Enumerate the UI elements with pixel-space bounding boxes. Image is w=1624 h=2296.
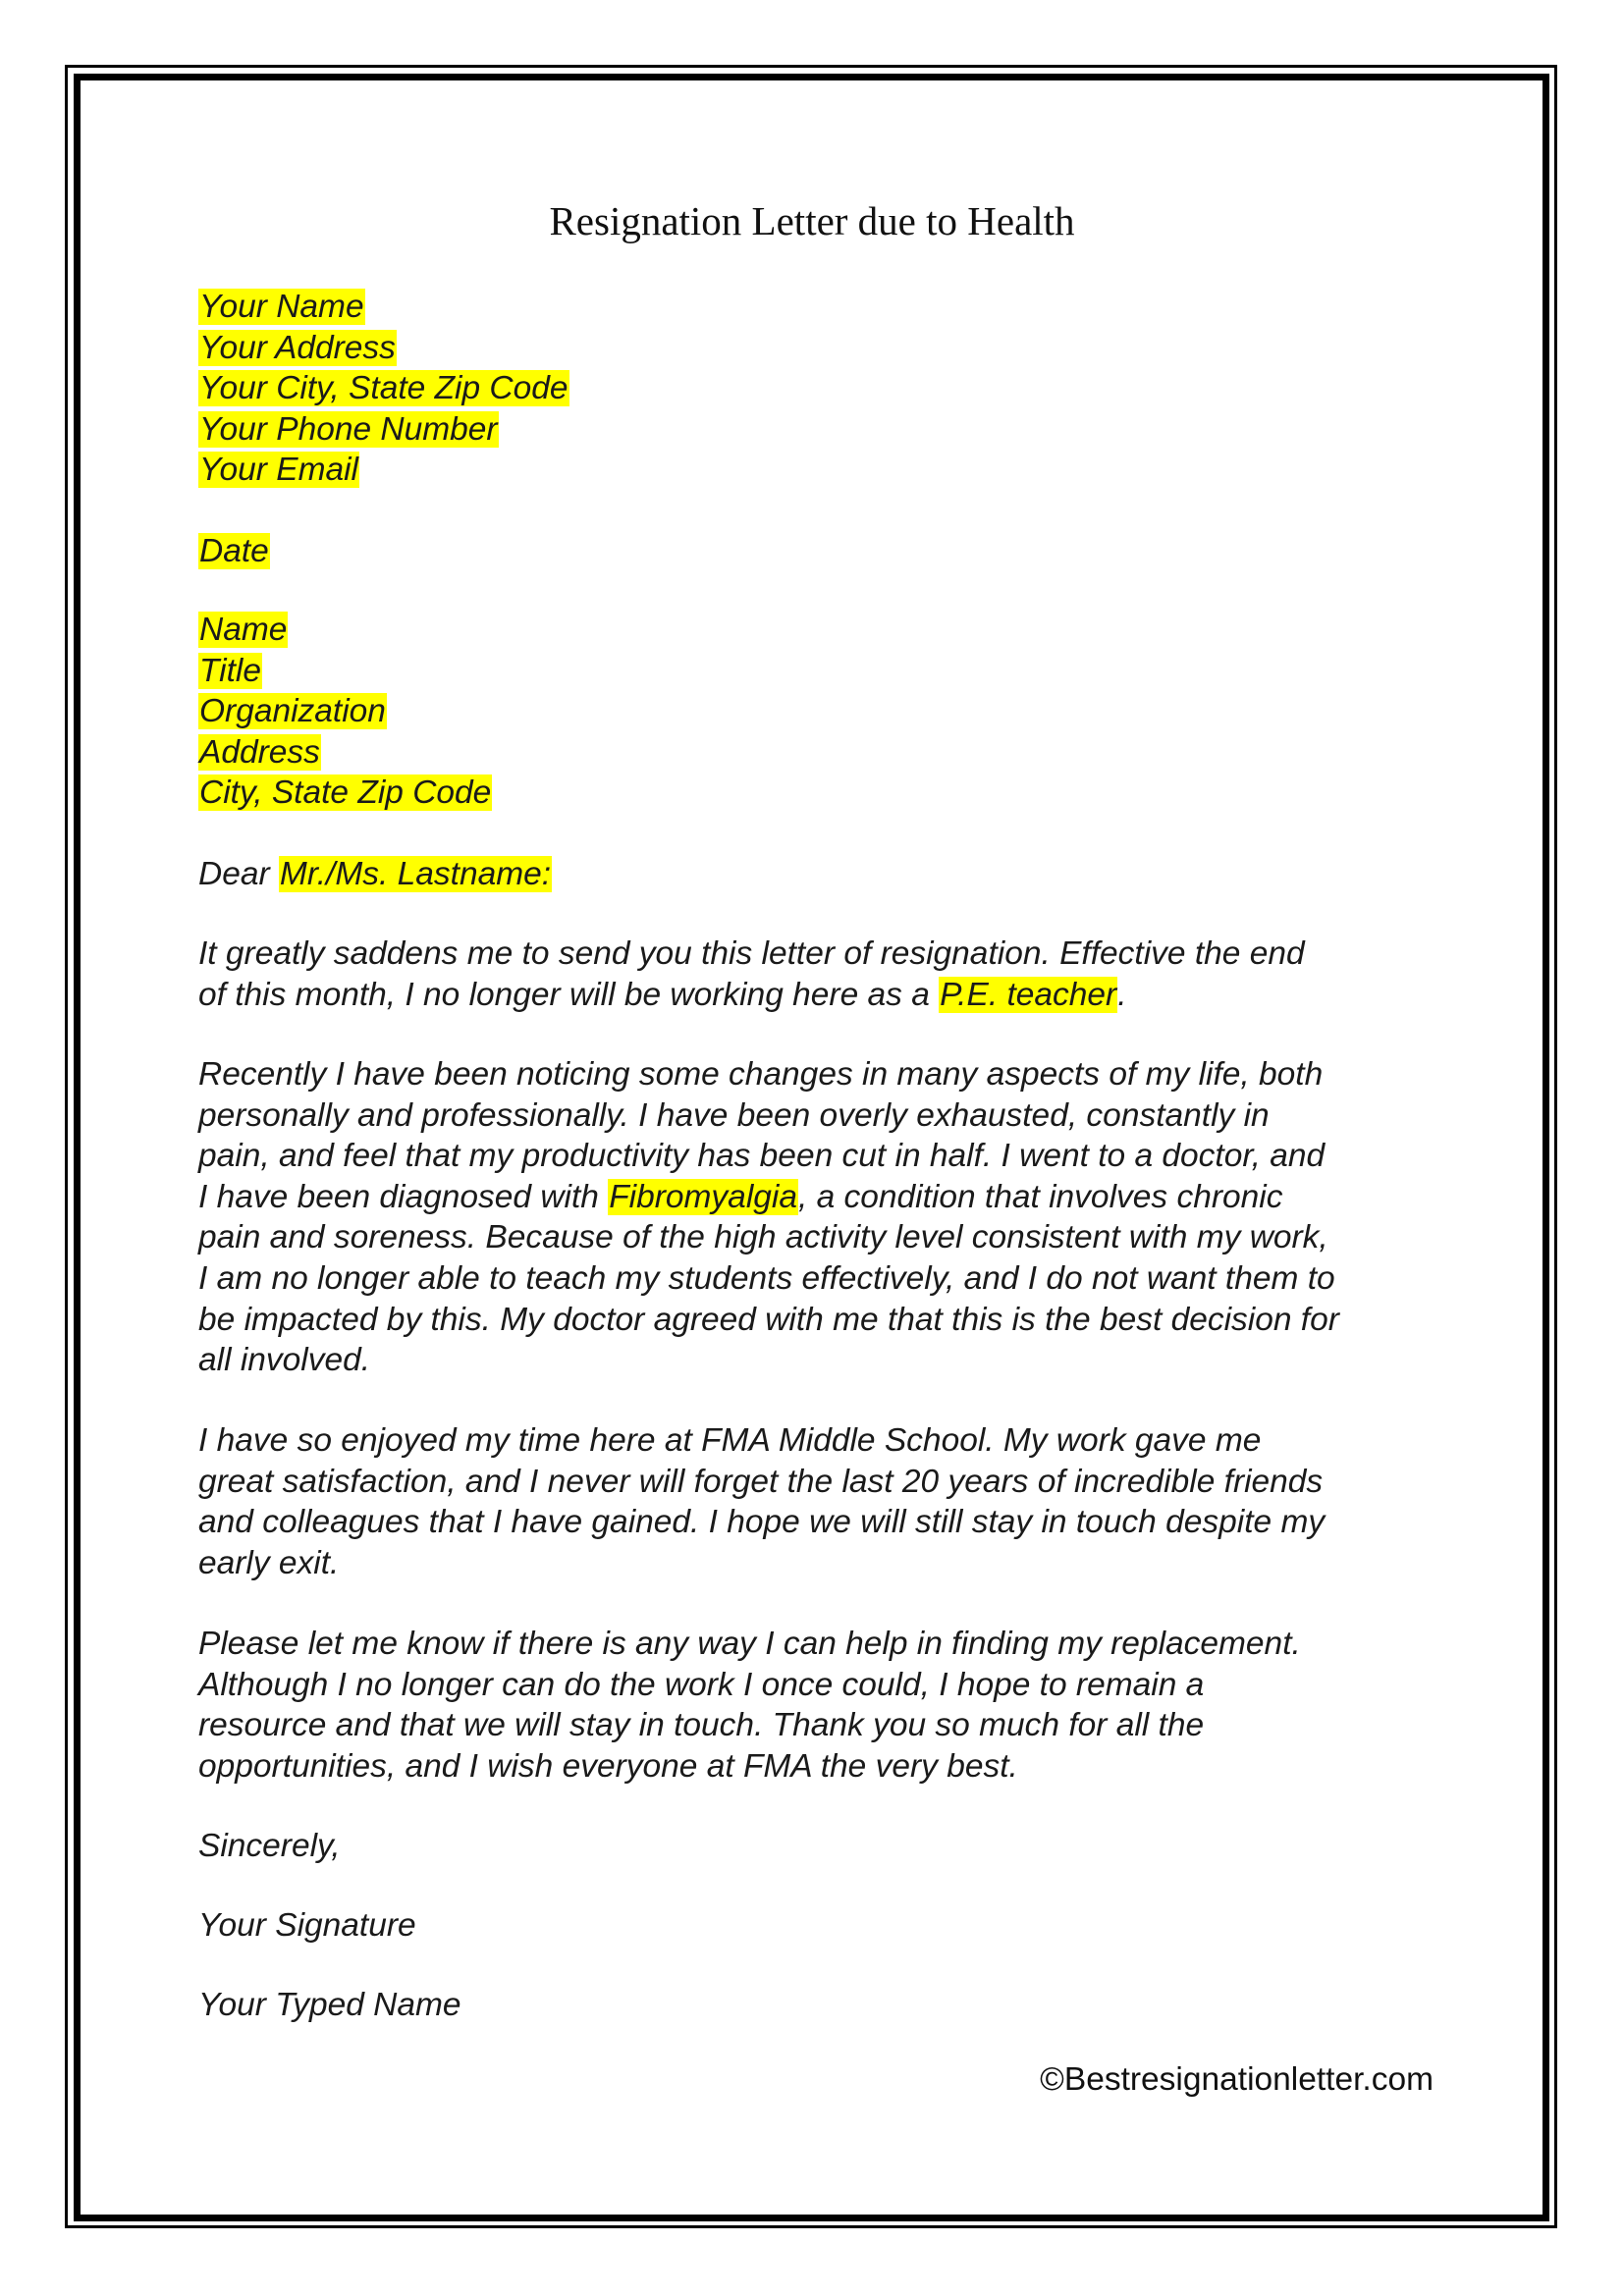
position-highlight: P.E. teacher: [940, 976, 1117, 1013]
salutation-addressee: Mr./Ms. Lastname:: [279, 856, 552, 892]
paragraph-line: be impacted by this. My doctor agreed with me that this is the best decision for: [198, 1301, 1339, 1338]
sender-email: Your Email: [199, 452, 358, 489]
paragraph-line: early exit.: [198, 1544, 340, 1581]
recipient-organization: Organization: [199, 693, 386, 730]
paragraph-line: pain, and feel that my productivity has been cut in half. I went to a doctor, and: [198, 1138, 1326, 1175]
typed-name-text: Your Typed Name: [198, 1987, 461, 2023]
date-block: [198, 531, 1445, 572]
paragraph-line: all involved.: [198, 1342, 371, 1379]
paragraph-line: [198, 1177, 1445, 1218]
sender-name: Your Name: [199, 289, 364, 325]
paragraph-line: I am no longer able to teach my students effectively, and I do not want them to: [198, 1259, 1335, 1297]
paragraph-line: resource and that we will stay in touch. Thank you so much for all the: [198, 1707, 1205, 1744]
paragraph-line: Recently I have been noticing some changes in many aspects of my life, both: [198, 1056, 1324, 1093]
document-title: Resignation Letter due to Health: [549, 198, 1075, 243]
paragraph-line: pain and soreness. Because of the high activity level consistent with my work,: [198, 1219, 1328, 1256]
recipient-address: Address: [199, 733, 320, 771]
text-run: I have been diagnosed with: [198, 1178, 609, 1215]
paragraph-line: and colleagues that I have gained. I hope we will still stay in touch despite my: [198, 1504, 1326, 1541]
paragraph-2: [198, 1054, 1445, 1381]
date-field: Date: [199, 533, 269, 569]
paragraph-3: [198, 1420, 1445, 1583]
copyright-notice: ©Bestresignationletter.com: [1040, 2061, 1434, 2098]
recipient-city-state-zip: City, State Zip Code: [199, 774, 492, 812]
signature-block: [198, 1905, 1445, 1947]
recipient-block: [198, 610, 1445, 814]
paragraph-line: Although I no longer can do the work I once could, I hope to remain a: [198, 1666, 1205, 1703]
signature-text: Your Signature: [198, 1907, 416, 1944]
paragraph-4: [198, 1624, 1445, 1787]
recipient-title: Title: [199, 652, 261, 689]
closing-text: Sincerely,: [198, 1828, 341, 1864]
text-run: , a condition that involves chronic: [797, 1178, 1283, 1215]
paragraph-line: opportunities, and I wish everyone at FMA the very best.: [198, 1747, 1018, 1785]
closing: [198, 1826, 1445, 1867]
paragraph-line: personally and professionally. I have been overly exhausted, constantly in: [198, 1096, 1270, 1134]
paragraph-line: Please let me know if there is any way I can help in finding my replacement.: [198, 1626, 1301, 1662]
paragraph-line: great satisfaction, and I never will forget the last 20 years of incredible friends: [198, 1463, 1324, 1500]
salutation-prefix: Dear: [198, 856, 279, 892]
text-run: .: [1117, 976, 1127, 1013]
salutation: [198, 854, 1445, 895]
paragraph-1: [198, 934, 1445, 1015]
condition-highlight: Fibromyalgia: [609, 1178, 797, 1215]
sender-address: Your Address: [199, 329, 396, 366]
sender-phone: Your Phone Number: [199, 410, 498, 448]
sender-block: [198, 287, 1445, 491]
recipient-name: Name: [199, 612, 288, 648]
typed-name-block: [198, 1985, 1445, 2026]
text-run: of this month, I no longer will be working here as a: [198, 976, 940, 1013]
sender-city-state-zip: Your City, State Zip Code: [199, 370, 568, 407]
paragraph-line: I have so enjoyed my time here at FMA Middle School. My work gave me: [198, 1422, 1262, 1459]
paragraph-line: It greatly saddens me to send you this letter of resignation. Effective the end: [198, 935, 1305, 972]
paragraph-line: [198, 975, 1445, 1016]
